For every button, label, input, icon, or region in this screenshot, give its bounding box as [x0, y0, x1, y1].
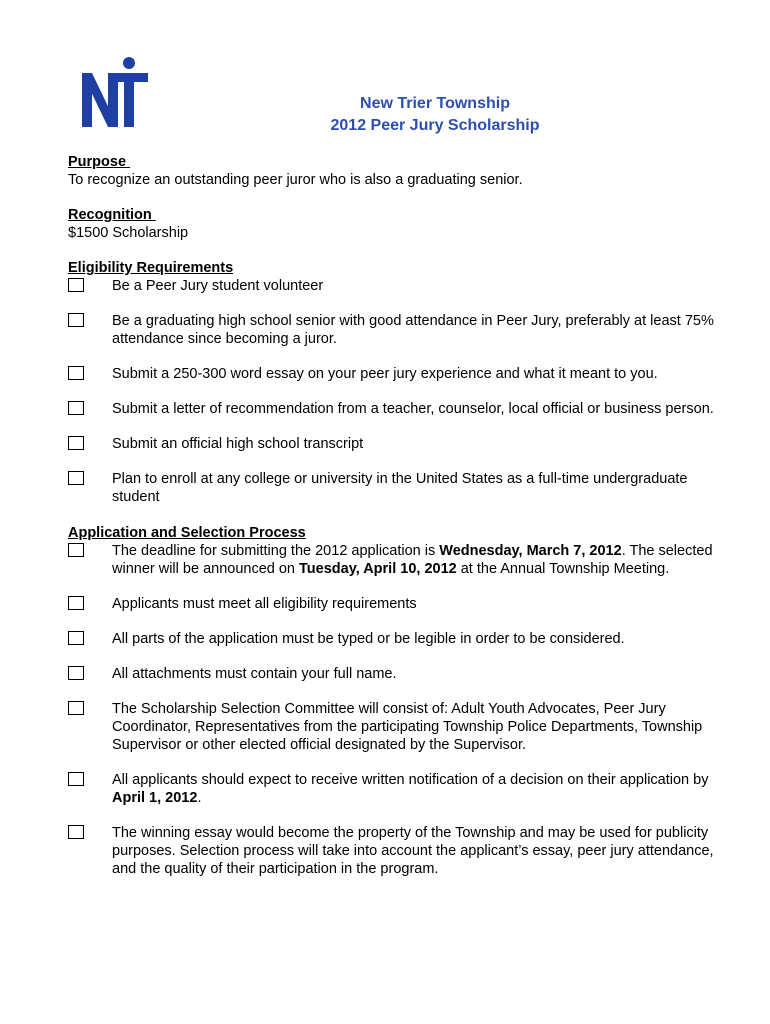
checkbox[interactable]	[68, 401, 84, 415]
checkbox[interactable]	[68, 366, 84, 380]
eligibility-heading: Eligibility Requirements	[68, 260, 234, 276]
eligibility-item-text: Submit an official high school transcript	[112, 436, 364, 452]
application-item	[68, 771, 718, 807]
checkbox[interactable]	[68, 666, 84, 680]
application-item-text: Applicants must meet all eligibility requirements	[112, 596, 417, 612]
eligibility-item	[68, 365, 718, 383]
application-item-text: The Scholarship Selection Committee will consist of: Adult Youth Advocates, Peer Jury Coordinator, Representatives from the participating Township Police Departments, Township Supervisor or other elected official designated by the Supervisor.	[112, 701, 703, 753]
recognition-heading: Recognition	[68, 207, 156, 223]
checkbox[interactable]	[68, 471, 84, 485]
deadline-text	[112, 542, 718, 578]
application-item-text: The winning essay would become the property of the Township and may be used for publicity purposes. Selection process will take into account the applicant’s essay, peer jury attendance, and the quality of their participation in the program.	[112, 825, 714, 877]
checkbox[interactable]	[68, 313, 84, 327]
document-title	[100, 93, 770, 137]
notification-date: April 1, 2012	[112, 790, 198, 806]
eligibility-list	[68, 277, 718, 506]
eligibility-item	[68, 470, 718, 506]
notification-text	[112, 771, 718, 807]
checkbox[interactable]	[68, 825, 84, 839]
eligibility-section	[68, 259, 718, 506]
deadline-text-part: The deadline for submitting the 2012 application is	[112, 543, 440, 559]
purpose-heading: Purpose	[68, 154, 131, 170]
checkbox[interactable]	[68, 772, 84, 786]
checkbox[interactable]	[68, 543, 84, 557]
checkbox[interactable]	[68, 701, 84, 715]
application-item	[68, 542, 718, 578]
application-heading: Application and Selection Process	[68, 525, 306, 541]
deadline-date: Wednesday, March 7, 2012	[439, 543, 622, 559]
announcement-date: Tuesday, April 10, 2012	[299, 561, 457, 577]
purpose-section	[68, 153, 718, 189]
eligibility-item	[68, 435, 718, 453]
checkbox[interactable]	[68, 436, 84, 450]
deadline-text-part: at the Annual Township Meeting.	[456, 561, 670, 577]
application-list	[68, 542, 718, 878]
title-line-1: New Trier Township	[360, 95, 510, 112]
deadline-text-part: . The selected winner will be announced on	[112, 543, 713, 577]
purpose-text: To recognize an outstanding peer juror who is also a graduating senior.	[68, 172, 523, 188]
recognition-text: $1500 Scholarship	[68, 225, 189, 241]
eligibility-item-text: Be a graduating high school senior with good attendance in Peer Jury, preferably at least 75% attendance since becoming a juror.	[112, 313, 714, 347]
checkbox[interactable]	[68, 631, 84, 645]
application-section	[68, 524, 718, 878]
eligibility-item-text: Submit a 250-300 word essay on your peer jury experience and what it meant to you.	[112, 366, 658, 382]
application-item	[68, 665, 718, 683]
application-item	[68, 630, 718, 648]
notification-text-part: All applicants should expect to receive written notification of a decision on their application by	[112, 772, 709, 788]
notification-text-part: .	[197, 790, 202, 806]
eligibility-item-text: Submit a letter of recommendation from a teacher, counselor, local official or business person.	[112, 401, 714, 417]
application-item-text: All parts of the application must be typed or be legible in order to be considered.	[112, 631, 625, 647]
eligibility-item-text: Plan to enroll at any college or university in the United States as a full-time undergraduate student	[112, 471, 688, 505]
application-item-text: All attachments must contain your full name.	[112, 666, 397, 682]
checkbox[interactable]	[68, 596, 84, 610]
recognition-section	[68, 206, 718, 242]
title-line-2: 2012 Peer Jury Scholarship	[330, 117, 540, 134]
eligibility-item	[68, 400, 718, 418]
document-body	[68, 153, 718, 895]
application-item	[68, 595, 718, 613]
eligibility-item	[68, 277, 718, 295]
eligibility-item-text: Be a Peer Jury student volunteer	[112, 278, 324, 294]
application-item	[68, 700, 718, 754]
checkbox[interactable]	[68, 278, 84, 292]
eligibility-item	[68, 312, 718, 348]
application-item	[68, 824, 718, 878]
